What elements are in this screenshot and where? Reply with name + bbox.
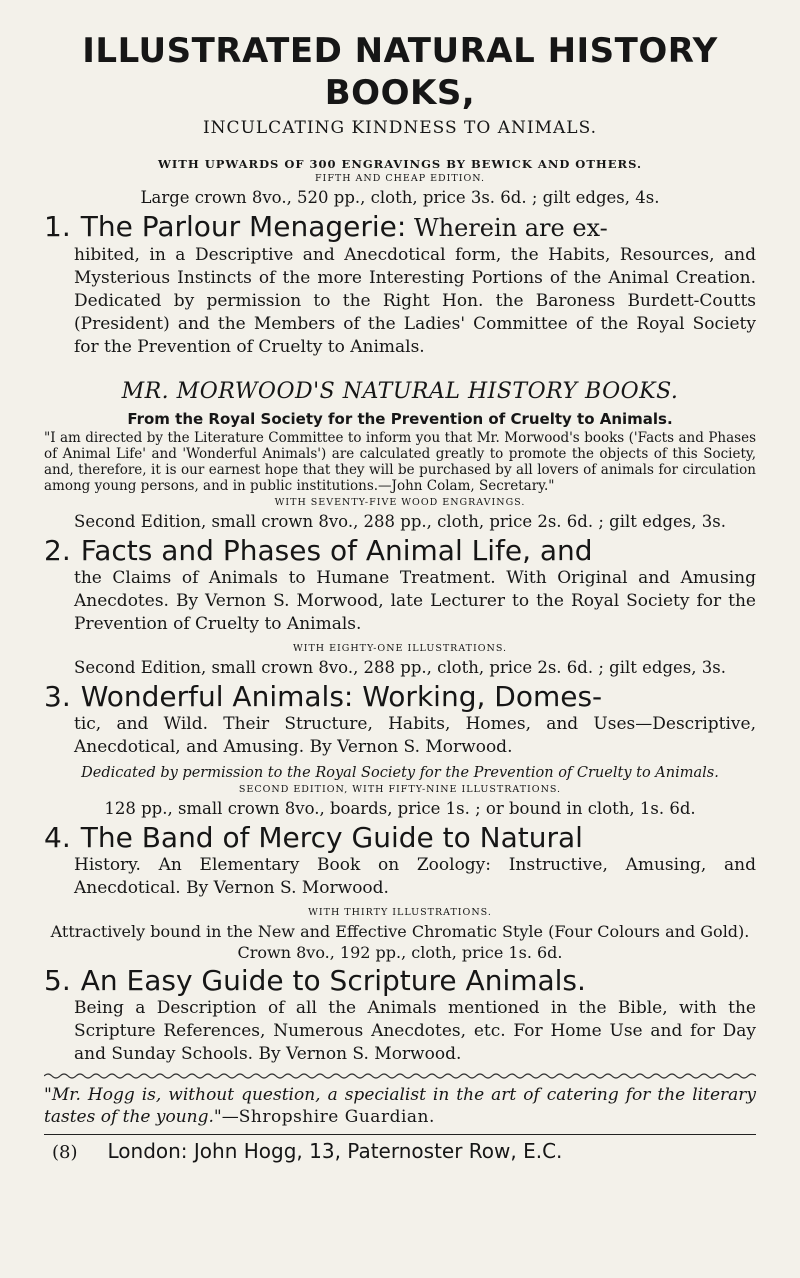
morwood-pub-info: Second Edition, small crown 8vo., 288 pp., cloth, price 2s. 6d. ; gilt edges, 3s. — [74, 512, 726, 531]
book3-number: 3. — [44, 680, 71, 713]
book1-title: The Parlour Menagerie: — [80, 210, 407, 243]
book-entry-3 — [44, 681, 756, 759]
book2-title-line — [44, 535, 756, 567]
book-entry-4 — [44, 822, 756, 900]
book4-illustrations: WITH THIRTY ILLUSTRATIONS. — [308, 907, 492, 918]
publisher-imprint: London: John Hogg, 13, Paternoster Row, E.C. — [107, 1139, 563, 1163]
book2-pub-info: Second Edition, small crown 8vo., 288 pp., cloth, price 2s. 6d. ; gilt edges, 3s. — [74, 658, 726, 677]
page-number: (8) — [52, 1142, 78, 1163]
book5-title: An Easy Guide to Scripture Animals. — [80, 964, 586, 997]
footer — [44, 1139, 756, 1163]
book2-number: 2. — [44, 534, 71, 567]
book4-title: The Band of Mercy Guide to Natural — [80, 821, 583, 854]
book1-edition: FIFTH AND CHEAP EDITION. — [314, 173, 486, 184]
book1-title-tail: Wherein are ex- — [406, 214, 608, 242]
wavy-divider — [44, 1072, 756, 1080]
book5-description: Being a Description of all the Animals mentioned in the Bible, with the Scripture References, Numerous Anecdotes, etc. For Home Use and for Day and Sunday Schools. By Vernon S. Morwood. — [74, 998, 756, 1064]
page-subtitle: INCULCATING KINDNESS TO ANIMALS. — [202, 118, 598, 138]
book-entry-2 — [44, 535, 756, 636]
book-entry-5 — [44, 965, 756, 1066]
review-text: "Mr. Hogg is, without question, a specialist in the art of catering for the literary tastes of the young."— — [44, 1085, 756, 1127]
page-title: ILLUSTRATED NATURAL HISTORY BOOKS, — [82, 31, 718, 113]
footer-rule — [44, 1134, 756, 1135]
book3-title-line — [44, 681, 756, 713]
book5-number: 5. — [44, 964, 71, 997]
book5-title-line — [44, 965, 756, 997]
book1-description: hibited, in a Descriptive and Anecdotical form, the Habits, Resources, and Mysterious Instincts of the more Interesting Portions of the Animal Creation. Dedicated by permission to the Right Hon. the Baroness Burdett-Coutts (President) and the Members of the Ladies' Committee of the Royal Society for the Prevention of Cruelty to Animals. — [74, 245, 756, 357]
book3-title-tail: Working, Domes- — [353, 680, 603, 713]
book2-title: Facts and Phases of Animal Life, and — [80, 534, 593, 567]
society-attribution: From the Royal Society for the Prevention of Cruelty to Animals. — [127, 410, 673, 428]
book1-pub-info: Large crown 8vo., 520 pp., cloth, price 3s. 6d. ; gilt edges, 4s. — [140, 188, 660, 207]
book1-title-line — [44, 211, 756, 244]
book4-binding-info: Attractively bound in the New and Effective Chromatic Style (Four Colours and Gold). Crown 8vo., 192 pp., cloth, price 1s. 6d. — [50, 922, 750, 962]
book-entry-1 — [44, 211, 756, 359]
review-source: Shropshire Guardian. — [238, 1107, 435, 1127]
book2-description: the Claims of Animals to Humane Treatment. With Original and Amusing Anecdotes. By Vernon S. Morwood, late Lecturer to the Royal Society for the Prevention of Cruelty to Animals. — [74, 568, 756, 634]
book3-illustrations: SECOND EDITION, WITH FIFTY-NINE ILLUSTRATIONS. — [238, 784, 562, 795]
press-review — [44, 1084, 756, 1128]
book1-number: 1. — [44, 210, 71, 243]
book1-engravings: WITH UPWARDS OF 300 ENGRAVINGS BY BEWICK AND OTHERS. — [158, 157, 642, 171]
book3-dedication: Dedicated by permission to the Royal Society for the Prevention of Cruelty to Animals. — [81, 765, 719, 781]
book3-pub-info: 128 pp., small crown 8vo., boards, price 1s. ; or bound in cloth, 1s. 6d. — [104, 799, 696, 818]
book3-title: Wonderful Animals: — [80, 680, 354, 713]
book4-number: 4. — [44, 821, 71, 854]
society-quote: "I am directed by the Literature Committee to inform you that Mr. Morwood's books ('Facts and Phases of Animal Life' and 'Wonderful Animals') are calculated greatly to promote the objects of this Society, and, therefore, it is our earnest hope that they will be purchased by all lovers of animals for circulation among young persons, and in public institutions.—John Colam, Secretary." — [44, 430, 756, 494]
book2-illustrations: WITH EIGHTY-ONE ILLUSTRATIONS. — [292, 643, 508, 654]
book4-description: History. An Elementary Book on Zoology: Instructive, Amusing, and Anecdotical. By Vernon S. Morwood. — [74, 855, 756, 898]
book4-title-line — [44, 822, 756, 854]
morwood-engravings: WITH SEVENTY-FIVE WOOD ENGRAVINGS. — [274, 497, 526, 508]
book3-description: tic, and Wild. Their Structure, Habits, Homes, and Uses—Descriptive, Anecdotical, and Amusing. By Vernon S. Morwood. — [74, 714, 756, 757]
morwood-heading: MR. MORWOOD'S NATURAL HISTORY BOOKS. — [121, 379, 679, 404]
